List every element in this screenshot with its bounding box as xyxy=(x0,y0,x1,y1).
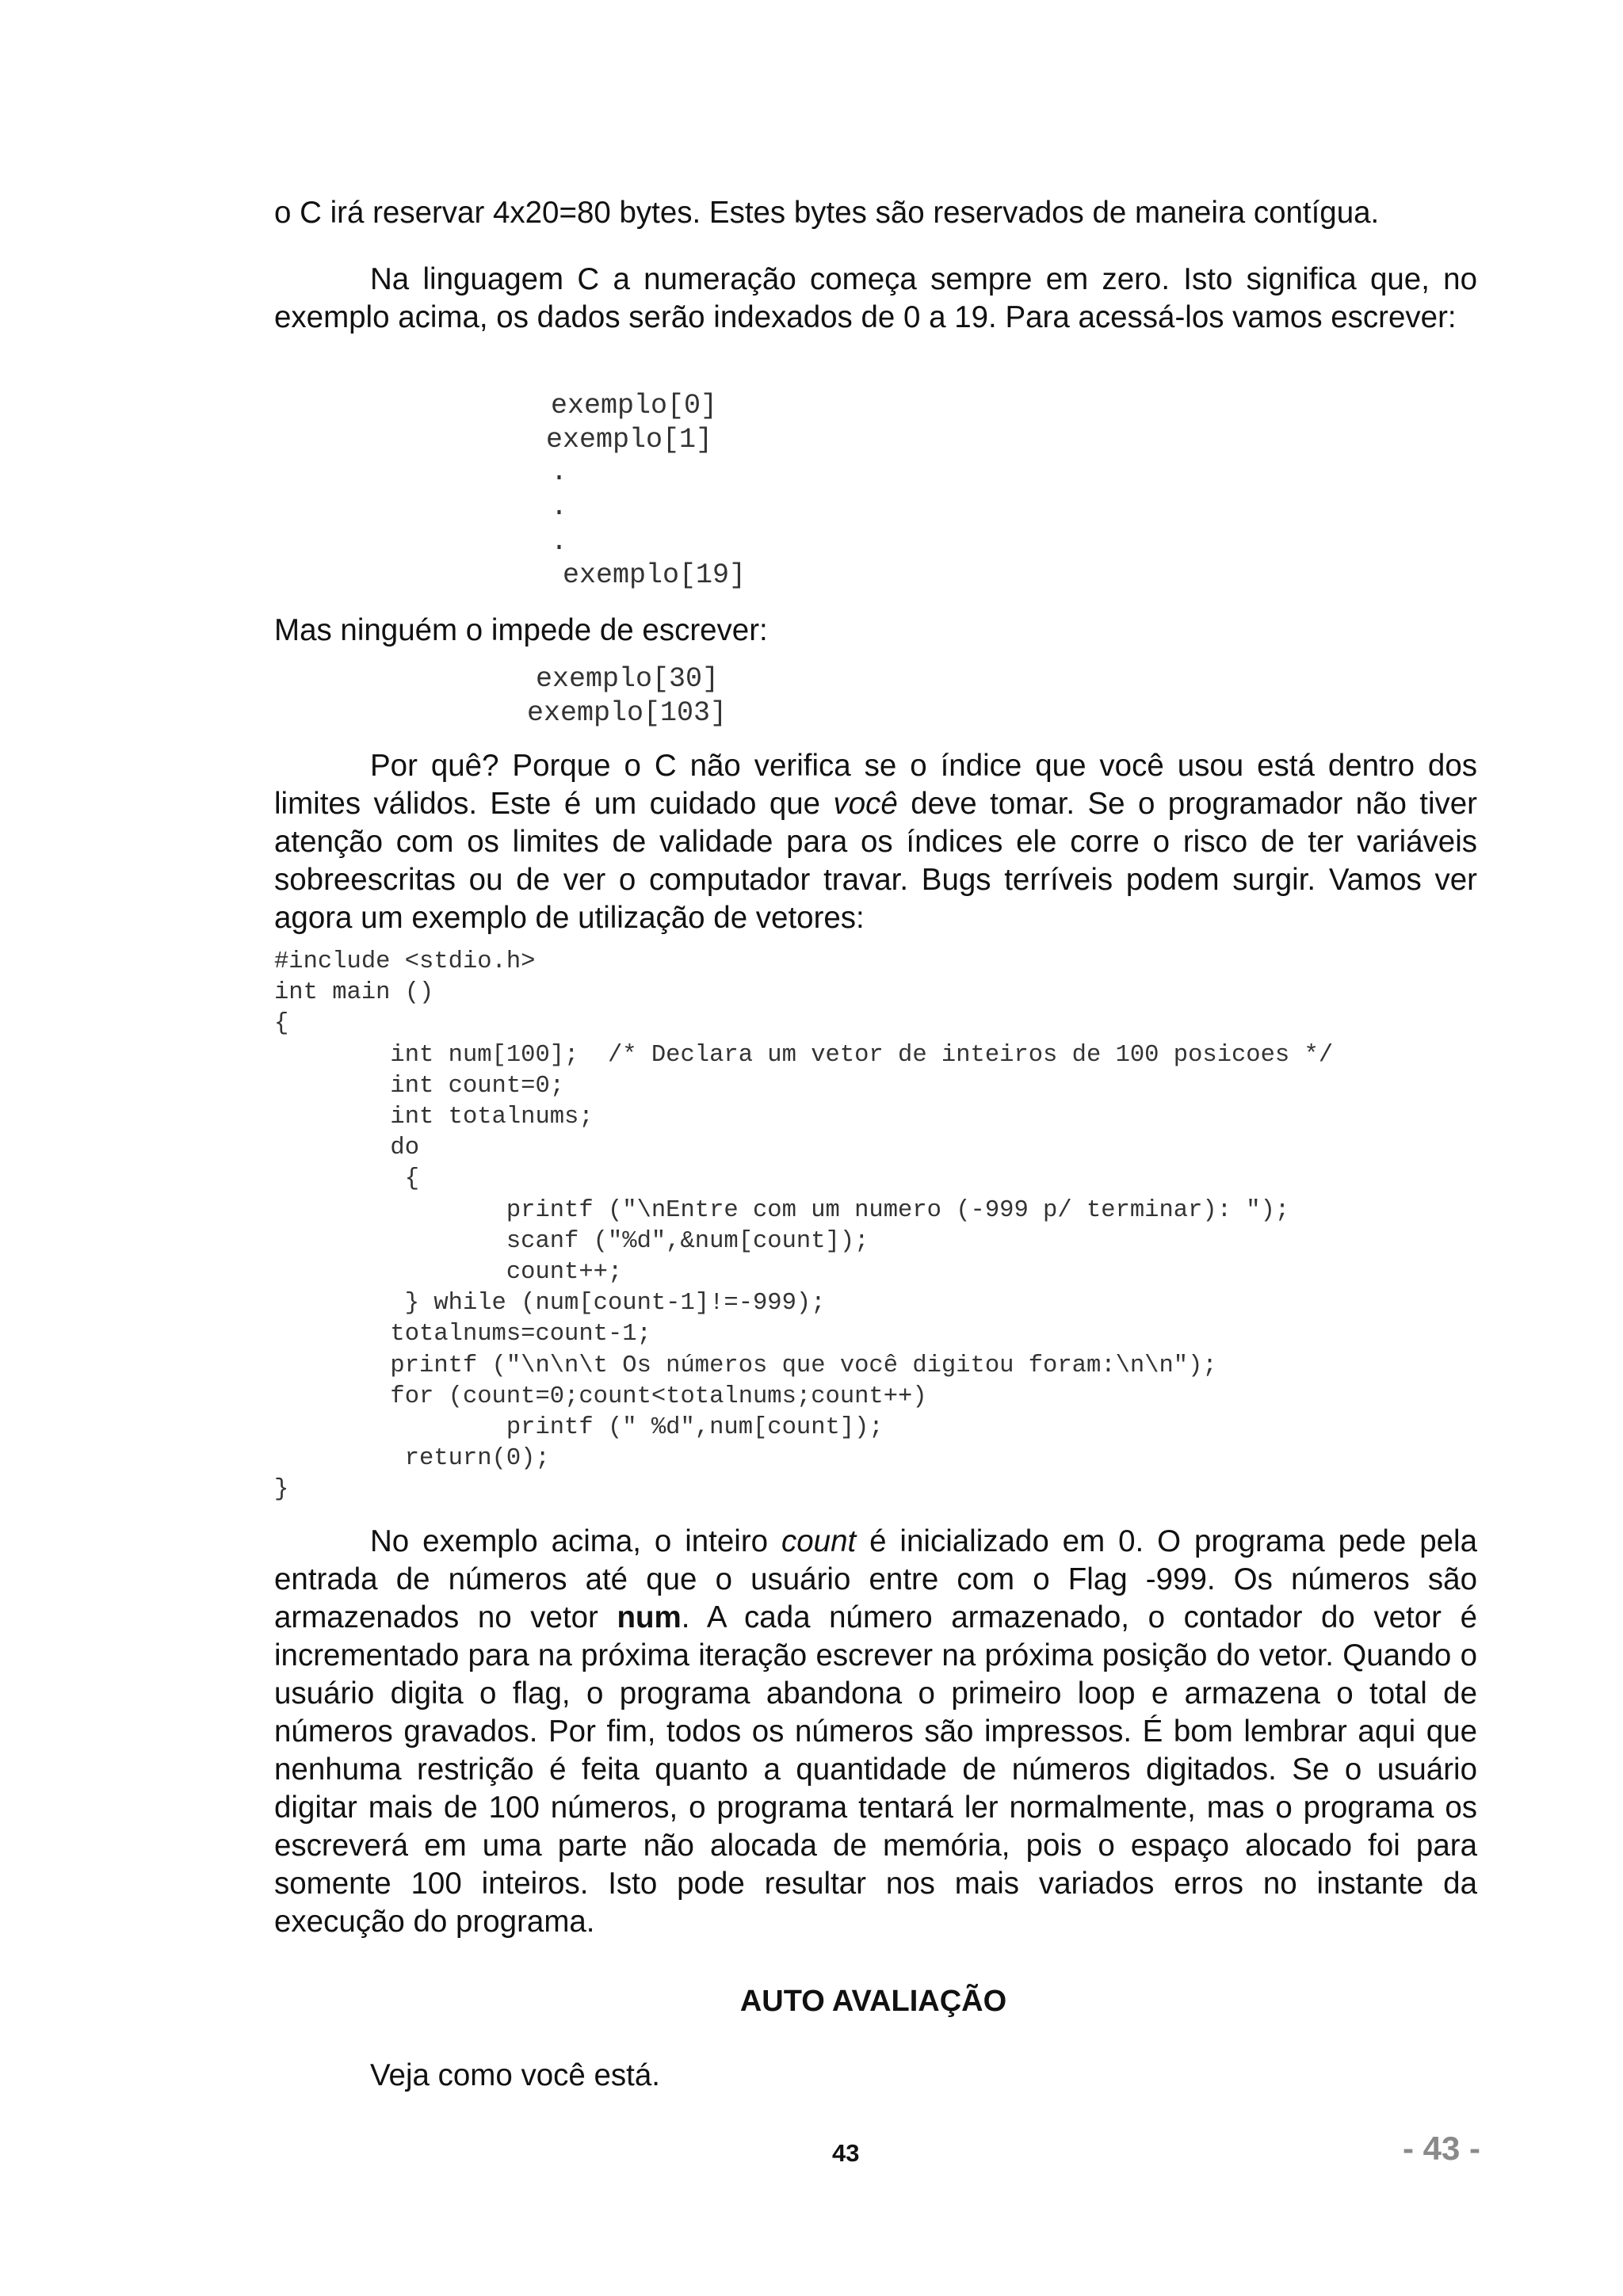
ellipsis-dot: . xyxy=(551,456,568,488)
code-line: } while (num[count-1]!=-999); xyxy=(274,1290,826,1318)
ellipsis-dot: . xyxy=(551,491,568,523)
code-line: count++; xyxy=(274,1259,623,1287)
code-line: } xyxy=(274,1476,289,1504)
final-paragraph: Veja como você está. xyxy=(370,2058,660,2092)
code-line: scanf ("%d",&num[count]); xyxy=(274,1227,869,1255)
code-line: #include <stdio.h> xyxy=(274,948,536,975)
emphasis-count: count xyxy=(781,1524,857,1558)
why-paragraph: Por quê? Porque o C não verifica se o índice que você usou está dentro dos limites válidos. Este é um cuidado que você deve tomar. Se o programador não tiver atenção com os limites de validade para os índices ele corre o risco de ter variáveis sobreescritas ou de ver o computador travar. Bugs terríveis podem surgir. Vamos ver agora um exemplo de utilização de vetores: xyxy=(274,749,1477,935)
code-line: { xyxy=(274,1010,289,1038)
nobody-stops-paragraph: Mas ninguém o impede de escrever: xyxy=(274,613,768,647)
code-line: printf (" %d",num[count]); xyxy=(274,1414,884,1442)
indexing-paragraph: Na linguagem C a numeração começa sempre em zero. Isto significa que, no exemplo acima, os dados serão indexados de 0 a 19. Para acessá-los vamos escrever: xyxy=(274,262,1477,334)
array-item-0: exemplo[0] xyxy=(551,390,718,421)
section-title: AUTO AVALIAÇÃO xyxy=(739,1985,1007,2018)
array-item-19: exemplo[19] xyxy=(563,559,747,591)
array-item-30: exemplo[30] xyxy=(536,663,720,695)
code-line: return(0); xyxy=(274,1445,550,1473)
code-line: { xyxy=(274,1165,420,1193)
code-line: int totalnums; xyxy=(274,1104,594,1131)
code-line: int num[100]; /* Declara um vetor de inteiros de 100 posicoes */ xyxy=(274,1041,1334,1069)
code-line: int count=0; xyxy=(274,1072,565,1100)
code-line: printf ("\n\n\t Os números que você digitou foram:\n\n"); xyxy=(274,1352,1217,1379)
intro-paragraph: o C irá reservar 4x20=80 bytes. Estes bytes são reservados de maneira contígua. xyxy=(274,196,1380,230)
code-line: totalnums=count-1; xyxy=(274,1321,651,1348)
array-item-1: exemplo[1] xyxy=(546,424,713,456)
code-listing xyxy=(274,947,1333,1506)
ellipsis-dot: . xyxy=(551,526,568,558)
code-line: int main () xyxy=(274,979,434,1007)
emphasis-voce: você xyxy=(833,787,898,821)
array-item-103: exemplo[103] xyxy=(527,697,727,729)
code-line: do xyxy=(274,1135,420,1162)
page-number: 43 xyxy=(832,2139,860,2167)
code-line: printf ("\nEntre com um numero (-999 p/ terminar): "); xyxy=(274,1196,1290,1224)
bold-num: num xyxy=(617,1600,682,1634)
page-number-decorated: - 43 - xyxy=(1403,2130,1481,2167)
explanation-paragraph: No exemplo acima, o inteiro count é inicializado em 0. O programa pede pela entrada de números até que o usuário entre com o Flag -999. Os números são armazenados no vetor num. A cada número armazenado, o contador do vetor é incrementado para na próxima iteração escrever na próxima posição do vetor. Quando o usuário digita o flag, o programa abandona o primeiro loop e armazena o total de números gravados. Por fim, todos os números são impressos. É bom lembrar aqui que nenhuma restrição é feita quanto a quantidade de números digitados. Se o usuário digitar mais de 100 números, o programa tentará ler normalmente, mas o programa os escreverá em uma parte não alocada de memória, pois o espaço alocado foi para somente 100 inteiros. Isto pode resultar nos mais variados erros no instante da execução do programa. xyxy=(274,1524,1478,1939)
code-line: for (count=0;count<totalnums;count++) xyxy=(274,1383,927,1410)
